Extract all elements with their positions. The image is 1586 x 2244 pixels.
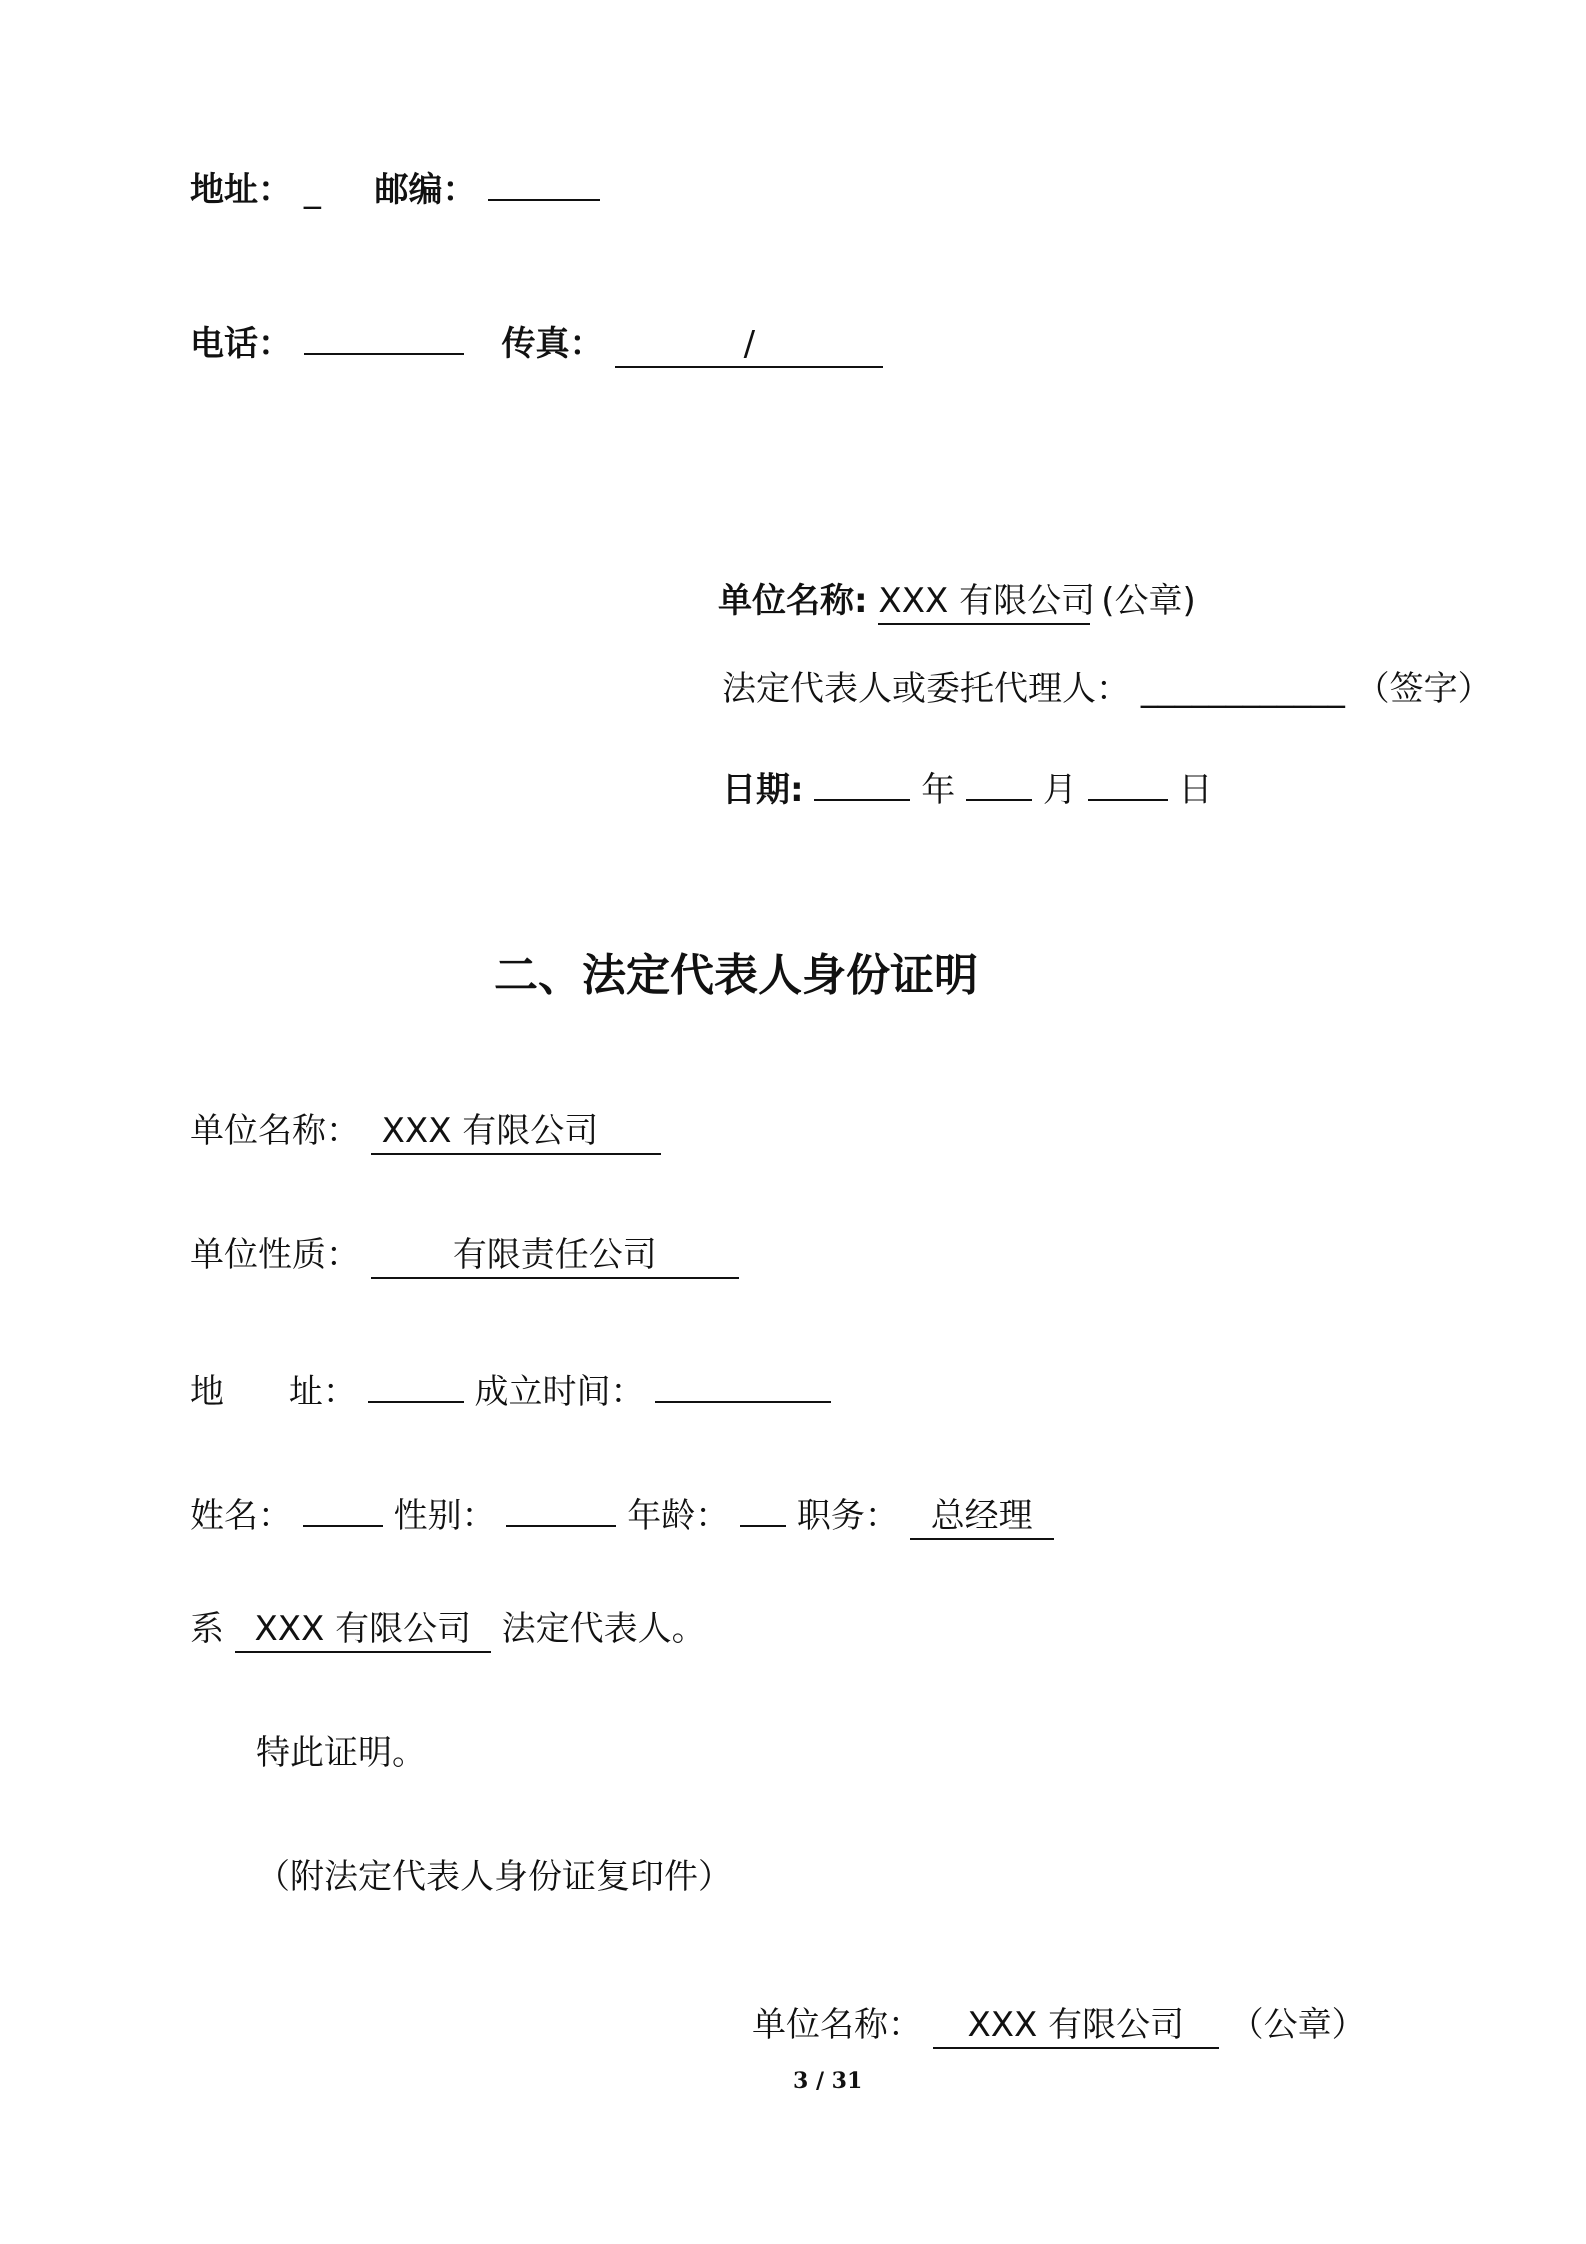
postcode-label: 邮编：: [374, 170, 477, 211]
established-label: 成立时间：: [474, 1372, 645, 1413]
unit-name-value: XXX 有限公司: [381, 1111, 599, 1151]
sign2-seal-note: （公章）: [1229, 2005, 1366, 2045]
sign1-date-row: [722, 760, 1213, 811]
sign1-rep-blank: ____________: [1140, 669, 1345, 709]
unit-name-blank: [371, 1111, 661, 1155]
position-blank: [910, 1496, 1054, 1540]
sign1-year-blank: [814, 760, 910, 801]
is-prefix: 系: [190, 1609, 224, 1649]
address-row: [190, 160, 600, 211]
address-established-row: [190, 1362, 831, 1413]
unit-nature-blank: [371, 1235, 739, 1279]
unit-nature-label: 单位性质：: [190, 1235, 360, 1275]
sign1-unit-label: 单位名称:: [718, 581, 868, 621]
sign2-unit-blank: [933, 2005, 1219, 2049]
sign1-month-blank: [966, 760, 1032, 801]
page-indicator: 3 / 31: [793, 2068, 863, 2094]
fax-label: 传真：: [501, 324, 604, 365]
gender-blank: [506, 1486, 616, 1527]
sign2-unit-row: [752, 2005, 1366, 2049]
is-rep-row: [190, 1609, 706, 1653]
address-value: _: [303, 170, 321, 211]
s2-address-blank: [368, 1362, 464, 1403]
gender-label: 性别：: [393, 1496, 496, 1537]
sign1-year: 年: [921, 770, 956, 811]
sign1-day-blank: [1088, 760, 1168, 801]
sign1-unit-blank: [878, 581, 1096, 625]
certify-text: 特此证明。: [256, 1733, 426, 1773]
is-company: XXX 有限公司: [254, 1609, 472, 1649]
unit-name-row: [190, 1111, 661, 1155]
age-blank: [740, 1486, 786, 1527]
postcode-blank: [488, 160, 600, 201]
sign2-unit-value: XXX 有限公司: [967, 2005, 1185, 2045]
sign1-unit-row: [718, 581, 1196, 625]
sign1-day: 日: [1178, 770, 1213, 811]
unit-nature-row: [190, 1235, 739, 1279]
name-blank: [303, 1486, 383, 1527]
person-row: [190, 1486, 1054, 1540]
unit-name-label: 单位名称：: [190, 1111, 360, 1151]
sign1-unit-value: XXX 有限公司: [878, 581, 1096, 621]
unit-nature-value: 有限责任公司: [452, 1235, 657, 1275]
fax-blank: [615, 324, 883, 368]
attachment-note: （附法定代表人身份证复印件）: [256, 1857, 732, 1897]
phone-fax-row: [190, 314, 883, 368]
position-label: 职务：: [796, 1496, 899, 1537]
address-label: 地址：: [190, 170, 292, 211]
sign1-date-label: 日期:: [722, 770, 804, 811]
is-suffix: 法定代表人。: [501, 1609, 706, 1649]
section-title: 二、法定代表人身份证明: [494, 950, 978, 1001]
position-value: 总经理: [930, 1496, 1033, 1537]
sign1-rep-label: 法定代表人或委托代理人：: [722, 669, 1130, 709]
sign2-unit-label: 单位名称：: [752, 2005, 922, 2045]
phone-label: 电话：: [190, 324, 292, 365]
fax-value: /: [743, 324, 756, 365]
is-company-blank: [235, 1609, 491, 1653]
established-blank: [655, 1362, 831, 1403]
sign1-sign-note: （签字）: [1355, 669, 1492, 709]
s2-address-label: 地 址：: [190, 1372, 357, 1413]
sign1-seal-note: (公章): [1101, 581, 1196, 621]
name-label: 姓名：: [190, 1496, 292, 1537]
phone-blank: [304, 314, 464, 355]
age-label: 年龄：: [627, 1496, 730, 1537]
sign1-rep-row: [722, 669, 1492, 709]
sign1-month: 月: [1042, 770, 1077, 811]
